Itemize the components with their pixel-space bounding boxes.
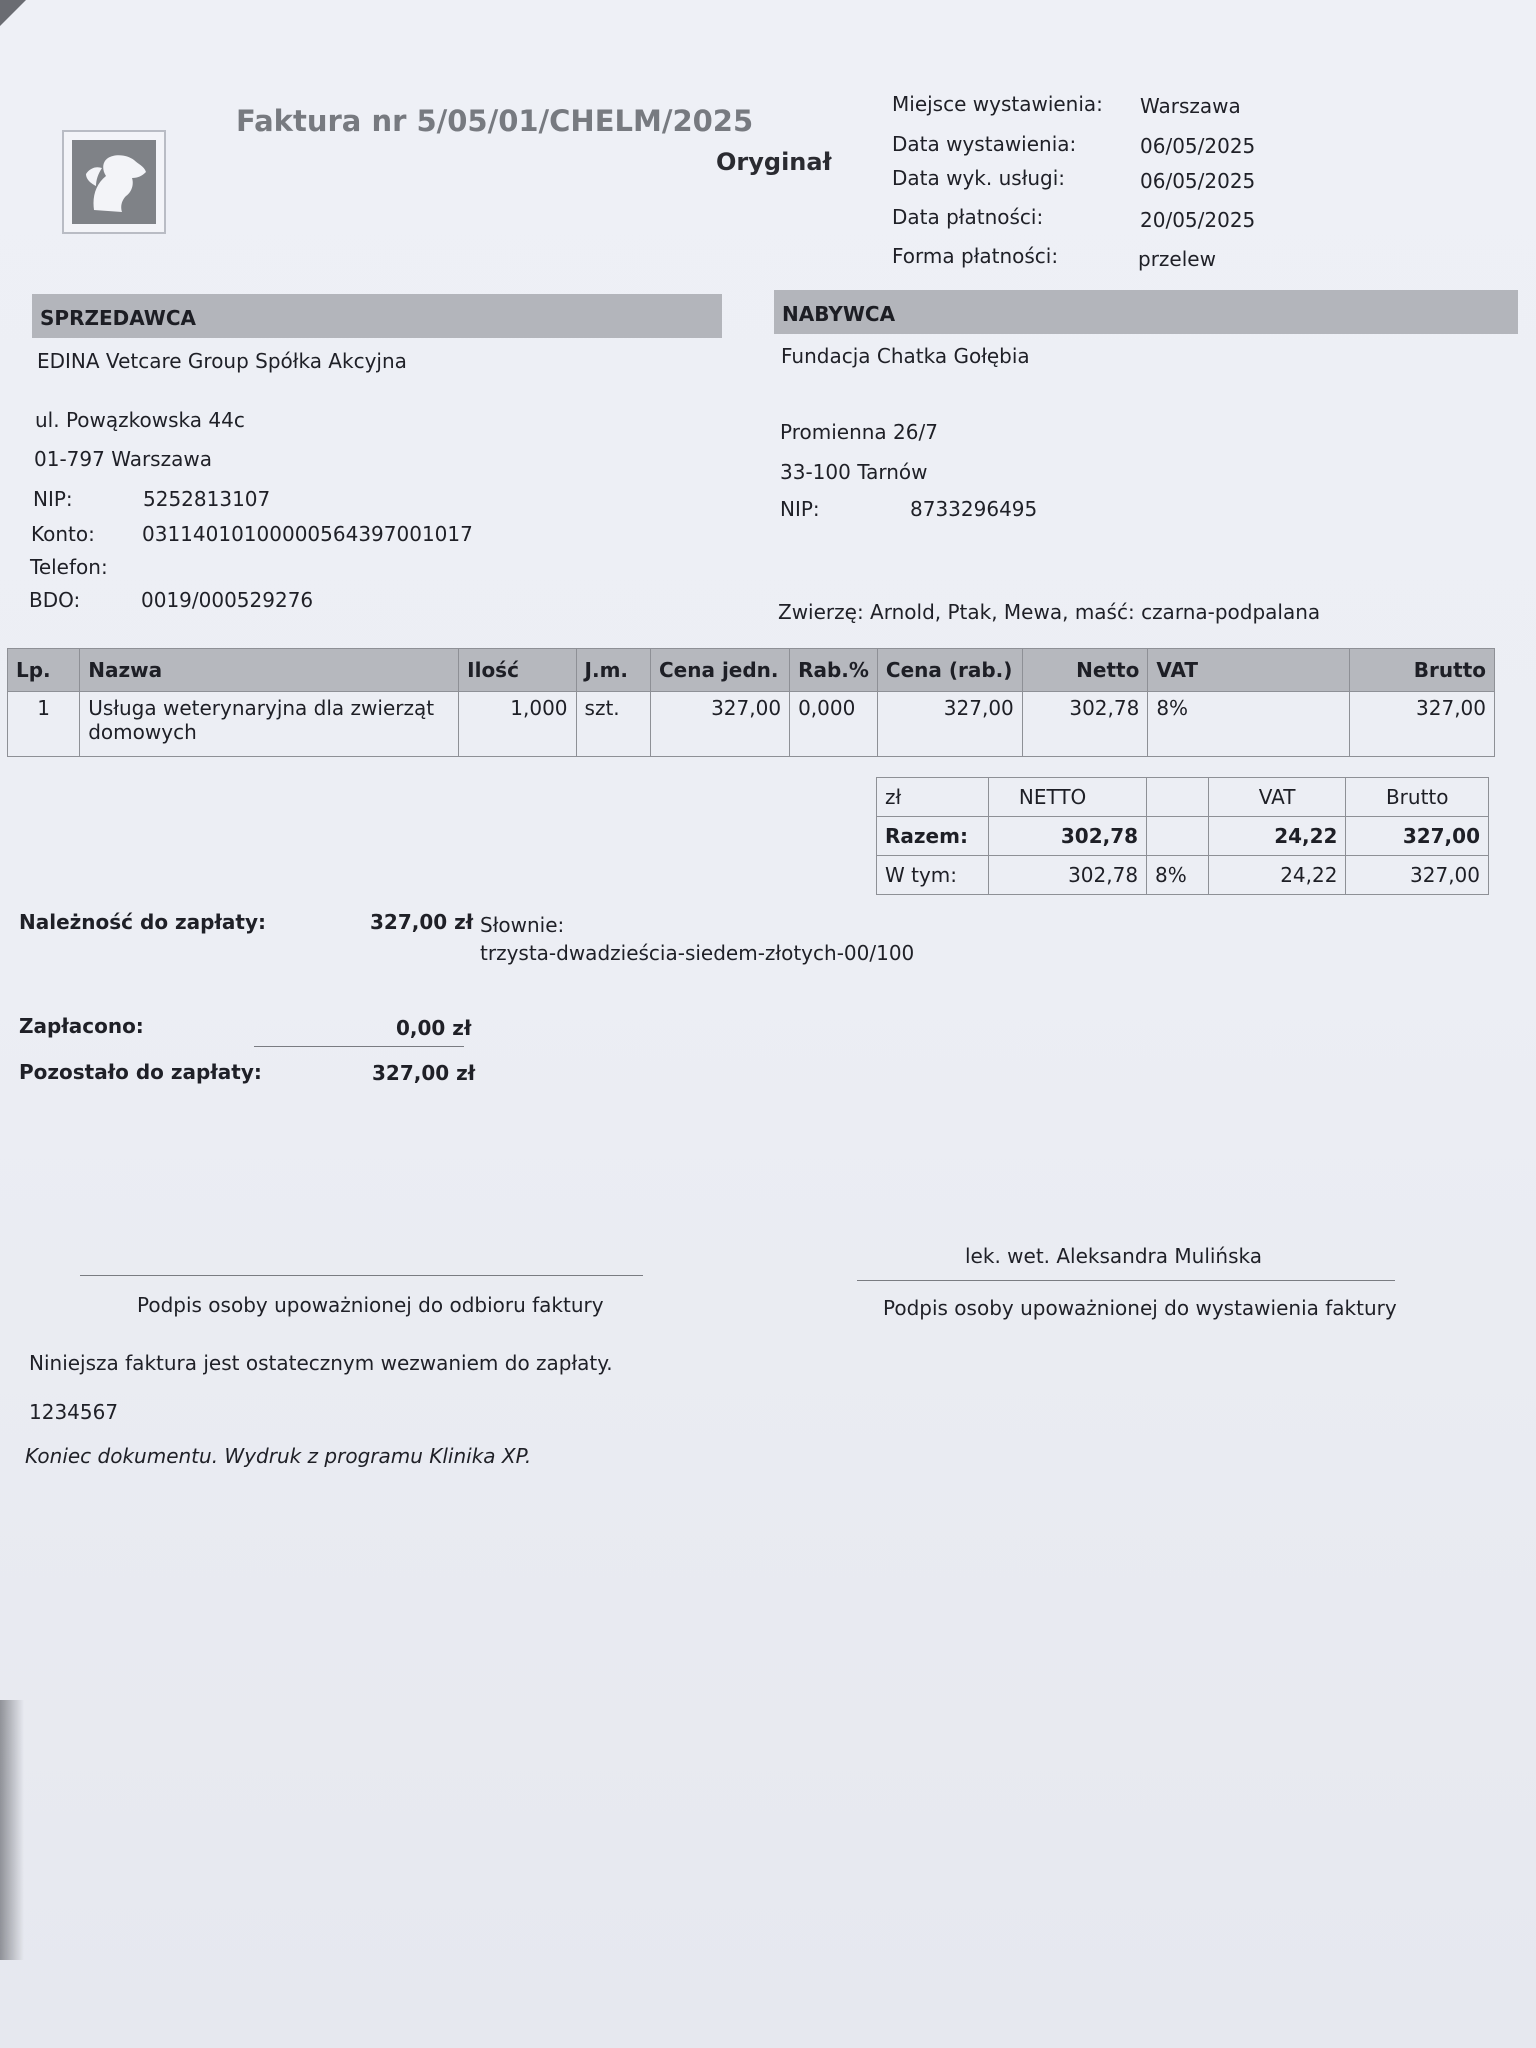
- paid-underline: [254, 1046, 464, 1047]
- table-row: [8, 692, 1495, 757]
- invoice-title: Faktura nr 5/05/01/CHELM/2025: [236, 104, 754, 138]
- summary-incl-gross: 327,00: [1346, 856, 1489, 895]
- items-header-row: [8, 649, 1495, 692]
- summary-currency: zł: [877, 778, 989, 817]
- row-unit: szt.: [576, 692, 650, 757]
- dog-icon: [72, 140, 156, 224]
- issuer-signature-caption: Podpis osoby upoważnionej do wystawienia faktury: [883, 1296, 1397, 1320]
- seller-phone-label: Telefon:: [30, 555, 108, 579]
- remaining-value: 327,00 zł: [372, 1061, 476, 1085]
- summary-incl-vat: 24,22: [1208, 856, 1346, 895]
- buyer-header-bar: [774, 290, 1518, 334]
- seller-bdo-label: BDO:: [29, 588, 81, 612]
- items-table: [7, 648, 1495, 757]
- animal-info: Zwierzę: Arnold, Ptak, Mewa, maść: czarna-podpalana: [778, 600, 1321, 624]
- col-vat: VAT: [1148, 649, 1350, 692]
- summary-incl-label: W tym:: [877, 856, 989, 895]
- buyer-name: Fundacja Chatka Gołębia: [781, 344, 1030, 368]
- service-date-label: Data wyk. usługi:: [892, 166, 1066, 190]
- place-label: Miejsce wystawienia:: [892, 92, 1103, 116]
- remaining-label: Pozostało do zapłaty:: [19, 1060, 262, 1084]
- row-discounted-price: 327,00: [877, 692, 1022, 757]
- buyer-nip: 8733296495: [910, 497, 1038, 521]
- vat-summary-table: [876, 777, 1489, 895]
- col-discount: Rab.%: [790, 649, 878, 692]
- seller-header-bar: [32, 294, 722, 338]
- summary-total-row: [877, 817, 1489, 856]
- row-qty: 1,000: [459, 692, 576, 757]
- end-of-document: Koniec dokumentu. Wydruk z programu Klinika XP.: [25, 1444, 532, 1468]
- summary-net-header: NETTO: [988, 778, 1146, 817]
- issuer-name: lek. wet. Aleksandra Mulińska: [965, 1244, 1263, 1268]
- summary-incl-net: 302,78: [988, 856, 1146, 895]
- summary-header-row: [877, 778, 1489, 817]
- summary-total-vat: 24,22: [1208, 817, 1346, 856]
- summary-gross-header: Brutto: [1346, 778, 1489, 817]
- seller-bdo: 0019/000529276: [141, 588, 314, 612]
- seller-nip-label: NIP:: [33, 487, 73, 511]
- payment-date-value: 20/05/2025: [1140, 208, 1256, 232]
- col-qty: Ilość: [459, 649, 576, 692]
- row-vat: 8%: [1148, 692, 1350, 757]
- row-gross: 327,00: [1350, 692, 1495, 757]
- left-edge-shadow: [0, 1700, 24, 1960]
- row-net: 302,78: [1022, 692, 1148, 757]
- place-value: Warszawa: [1140, 94, 1241, 118]
- col-net: Netto: [1022, 649, 1148, 692]
- summary-total-label: Razem:: [877, 817, 989, 856]
- col-unit: J.m.: [576, 649, 650, 692]
- seller-street: ul. Powązkowska 44c: [35, 408, 245, 432]
- receiver-signature-caption: Podpis osoby upoważnionej do odbioru faktury: [137, 1293, 604, 1317]
- row-discount: 0,000: [790, 692, 878, 757]
- service-date-value: 06/05/2025: [1140, 169, 1256, 193]
- seller-heading: SPRZEDAWCA: [40, 306, 197, 330]
- seller-name: EDINA Vetcare Group Spółka Akcyjna: [37, 349, 407, 373]
- in-words-value: trzysta-dwadzieścia-siedem-złotych-00/100: [480, 941, 915, 965]
- seller-nip: 5252813107: [143, 487, 271, 511]
- in-words-label: Słownie:: [480, 913, 565, 937]
- amount-due-value: 327,00 zł: [370, 910, 474, 934]
- col-unit-price: Cena jedn.: [651, 649, 790, 692]
- copy-label: Oryginał: [716, 148, 832, 176]
- clinic-logo: [62, 130, 166, 234]
- paid-label: Zapłacono:: [19, 1014, 144, 1038]
- summary-vat-header: VAT: [1208, 778, 1346, 817]
- document-code: 1234567: [29, 1400, 119, 1424]
- summary-total-net: 302,78: [988, 817, 1146, 856]
- summary-incl-row: [877, 856, 1489, 895]
- seller-account: 03114010100000564397001017: [142, 522, 473, 546]
- seller-account-label: Konto:: [31, 522, 95, 546]
- issue-date-value: 06/05/2025: [1140, 134, 1256, 158]
- payment-method-value: przelew: [1138, 247, 1216, 271]
- final-notice: Niniejsza faktura jest ostatecznym wezwaniem do zapłaty.: [29, 1351, 613, 1375]
- summary-incl-rate: 8%: [1147, 856, 1209, 895]
- col-gross: Brutto: [1350, 649, 1495, 692]
- buyer-city: 33-100 Tarnów: [780, 460, 928, 484]
- paid-value: 0,00 zł: [396, 1016, 472, 1040]
- col-name: Nazwa: [80, 649, 459, 692]
- issuer-signature-line: [857, 1280, 1395, 1281]
- summary-total-gross: 327,00: [1346, 817, 1489, 856]
- buyer-nip-label: NIP:: [780, 497, 820, 521]
- seller-city: 01-797 Warszawa: [34, 447, 212, 471]
- payment-date-label: Data płatności:: [892, 205, 1044, 229]
- row-lp: 1: [8, 692, 80, 757]
- buyer-street: Promienna 26/7: [780, 420, 938, 444]
- page-corner: [0, 0, 26, 26]
- col-discounted-price: Cena (rab.): [877, 649, 1022, 692]
- col-lp: Lp.: [8, 649, 80, 692]
- receiver-signature-line: [80, 1275, 643, 1276]
- summary-total-rate: [1147, 817, 1209, 856]
- summary-rate-header: [1147, 778, 1209, 817]
- payment-method-label: Forma płatności:: [892, 244, 1059, 268]
- row-name: Usługa weterynaryjna dla zwierząt domowych: [80, 692, 459, 757]
- issue-date-label: Data wystawienia:: [892, 132, 1077, 156]
- buyer-heading: NABYWCA: [782, 302, 896, 326]
- amount-due-label: Należność do zapłaty:: [19, 910, 266, 934]
- row-unit-price: 327,00: [651, 692, 790, 757]
